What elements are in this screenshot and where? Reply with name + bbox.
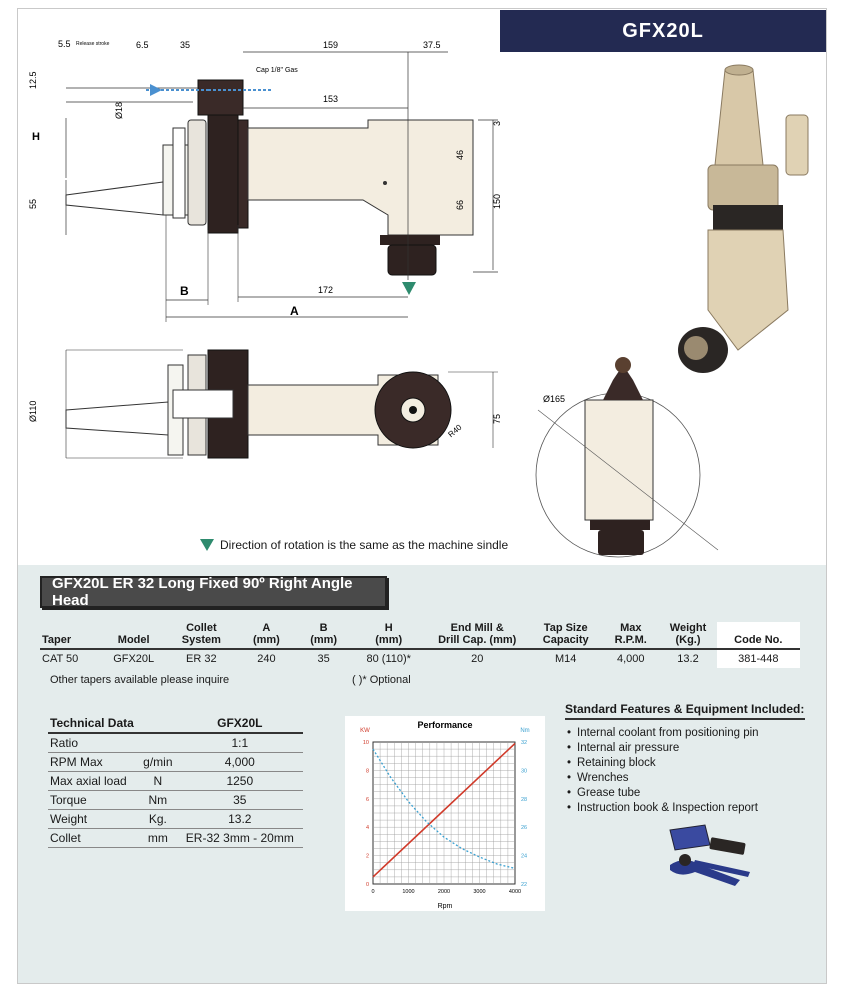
optional-note: ( )* Optional <box>352 674 411 686</box>
y-left-tick-label: 10 <box>362 740 369 746</box>
dark-ring <box>208 115 238 233</box>
cell-endmill: 20 <box>471 653 484 665</box>
features-list <box>565 726 805 816</box>
y-left-tick-label: 6 <box>365 796 369 803</box>
tech-value: 35 <box>177 791 303 810</box>
list-item: • Wrenches <box>565 771 805 786</box>
list-item: • Grease tube <box>565 786 805 801</box>
dim-75: 75 <box>492 413 502 424</box>
tech-label: Collet <box>48 829 139 848</box>
spec-table <box>40 622 800 668</box>
x-tick-label: 2000 <box>437 889 451 895</box>
cell-rpm: 4,000 <box>617 653 645 665</box>
dim-r40: R40 <box>446 422 464 440</box>
spec-header-row <box>40 622 800 649</box>
product-header <box>500 10 826 52</box>
chart-title: Performance <box>417 720 473 730</box>
th-model: Model <box>102 622 164 649</box>
features-panel <box>565 702 805 816</box>
y-right-tick-label: 30 <box>521 768 528 775</box>
x-tick-label: 0 <box>371 889 375 895</box>
tech-label: Weight <box>48 810 139 829</box>
cell-tap: M14 <box>555 653 577 665</box>
x-tick-label: 1000 <box>402 889 415 895</box>
chart-ylabel-right: Nm <box>520 728 530 734</box>
y-left-tick-label: 4 <box>365 825 369 832</box>
dim-cap: Cap 1/8" Gas <box>256 67 298 74</box>
y-left-tick-label: 2 <box>365 853 369 860</box>
dim-5-5: 5.5 <box>58 39 71 49</box>
tech-model: GFX20L <box>177 714 303 733</box>
y-right-tick-label: 26 <box>521 825 528 832</box>
tech-unit: N <box>139 772 177 791</box>
rotation-note <box>200 538 508 552</box>
dim-release-label: Release stroke <box>76 41 110 47</box>
dim-159: 159 <box>323 40 339 50</box>
tech-value: 13.2 <box>177 810 303 829</box>
dim-55: 55 <box>28 198 38 209</box>
th-h: H (mm) <box>352 622 425 649</box>
list-item: • Internal coolant from positioning pin <box>565 726 805 741</box>
features-title: Standard Features & Equipment Included: <box>565 702 805 720</box>
product-code: GFX20L <box>622 19 704 42</box>
product-photo <box>678 65 808 373</box>
tech-value: ER-32 3mm - 20mm <box>177 829 303 848</box>
cell-code: 381-448 <box>717 649 800 668</box>
y-left-tick-label: 0 <box>365 882 369 888</box>
table-row <box>48 753 303 772</box>
x-tick-label: 4000 <box>508 889 522 895</box>
table-row <box>48 733 303 753</box>
tech-unit: Nm <box>139 791 177 810</box>
th-a: A (mm) <box>238 622 295 649</box>
y-left-tick-label: 8 <box>365 768 369 775</box>
nut-shape <box>388 245 436 275</box>
table-row <box>48 772 303 791</box>
dim-3: 3 <box>492 120 502 126</box>
dim-46: 46 <box>455 149 465 160</box>
cell-weight: 13.2 <box>677 653 699 665</box>
section-title <box>40 576 387 608</box>
th-collet: Collet System <box>165 622 238 649</box>
tech-label: Max axial load <box>48 772 139 791</box>
tech-title: Technical Data <box>48 714 177 733</box>
th-rpm: Max R.P.M. <box>602 622 659 649</box>
y-right-tick-label: 32 <box>521 740 528 746</box>
tech-unit: Kg. <box>139 810 177 829</box>
tech-header-row <box>48 714 303 733</box>
dim-H: H <box>32 131 40 143</box>
cell-a: 240 <box>257 653 276 665</box>
tech-label: Ratio <box>48 733 139 753</box>
dim-37-5: 37.5 <box>423 40 441 50</box>
dim-d165: Ø165 <box>543 394 566 404</box>
cell-b: 35 <box>317 653 330 665</box>
list-item: • Instruction book & Inspection report <box>565 801 805 816</box>
chart-xlabel: Rpm <box>437 903 453 910</box>
th-endmill: End Mill & Drill Cap. (mm) <box>425 622 529 649</box>
dim-172: 172 <box>318 285 334 295</box>
tech-label: RPM Max <box>48 753 139 772</box>
technical-data-table <box>48 714 303 848</box>
y-right-tick-label: 22 <box>521 882 528 888</box>
dim-35-top: 35 <box>180 40 191 50</box>
tech-value: 1250 <box>177 772 303 791</box>
y-right-tick-label: 24 <box>521 853 528 860</box>
dim-B: B <box>180 284 189 298</box>
x-tick-label: 3000 <box>473 889 486 895</box>
tech-unit <box>139 733 177 753</box>
tech-value: 1:1 <box>177 733 303 753</box>
tapers-note: Other tapers available please inquire <box>50 674 230 686</box>
rotation-triangle-icon <box>200 539 214 551</box>
dim-d18: Ø18 <box>114 101 124 119</box>
body-arm <box>248 120 473 235</box>
table-row <box>48 829 303 848</box>
rotation-note-text: Direction of rotation is the same as the machine sindle <box>220 538 509 552</box>
accessories-image <box>655 820 765 900</box>
dim-d110: Ø110 <box>28 400 38 422</box>
dim-150: 150 <box>492 193 502 209</box>
th-b: B (mm) <box>295 622 352 649</box>
technical-drawing <box>18 10 826 565</box>
dim-12-5: 12.5 <box>28 71 38 89</box>
th-code: Code No. <box>717 622 800 649</box>
section-title-text: GFX20L ER 32 Long Fixed 90º Right Angle Head <box>52 575 353 609</box>
th-weight: Weight (Kg.) <box>659 622 716 649</box>
cell-taper: CAT 50 <box>42 653 79 665</box>
dim-66: 66 <box>455 199 465 210</box>
tech-label: Torque <box>48 791 139 810</box>
tech-unit: mm <box>139 829 177 848</box>
list-item: • Retaining block <box>565 756 805 771</box>
cell-h: 80 (110)* <box>366 653 411 665</box>
table-row <box>48 810 303 829</box>
dim-6-5: 6.5 <box>136 40 149 50</box>
tech-value: 4,000 <box>177 753 303 772</box>
dim-153: 153 <box>323 94 339 104</box>
performance-chart <box>345 716 545 911</box>
taper-shape <box>66 182 163 215</box>
cell-collet: ER 32 <box>186 653 217 665</box>
table-row <box>48 791 303 810</box>
tech-unit: g/min <box>139 753 177 772</box>
list-item: • Internal air pressure <box>565 741 805 756</box>
chart-ylabel-left: KW <box>360 728 370 734</box>
th-tap: Tap Size Capacity <box>529 622 602 649</box>
cell-model: GFX20L <box>113 653 155 665</box>
th-taper: Taper <box>40 622 102 649</box>
table-row <box>40 649 800 668</box>
dim-A: A <box>290 304 299 318</box>
y-right-tick-label: 28 <box>521 796 528 803</box>
